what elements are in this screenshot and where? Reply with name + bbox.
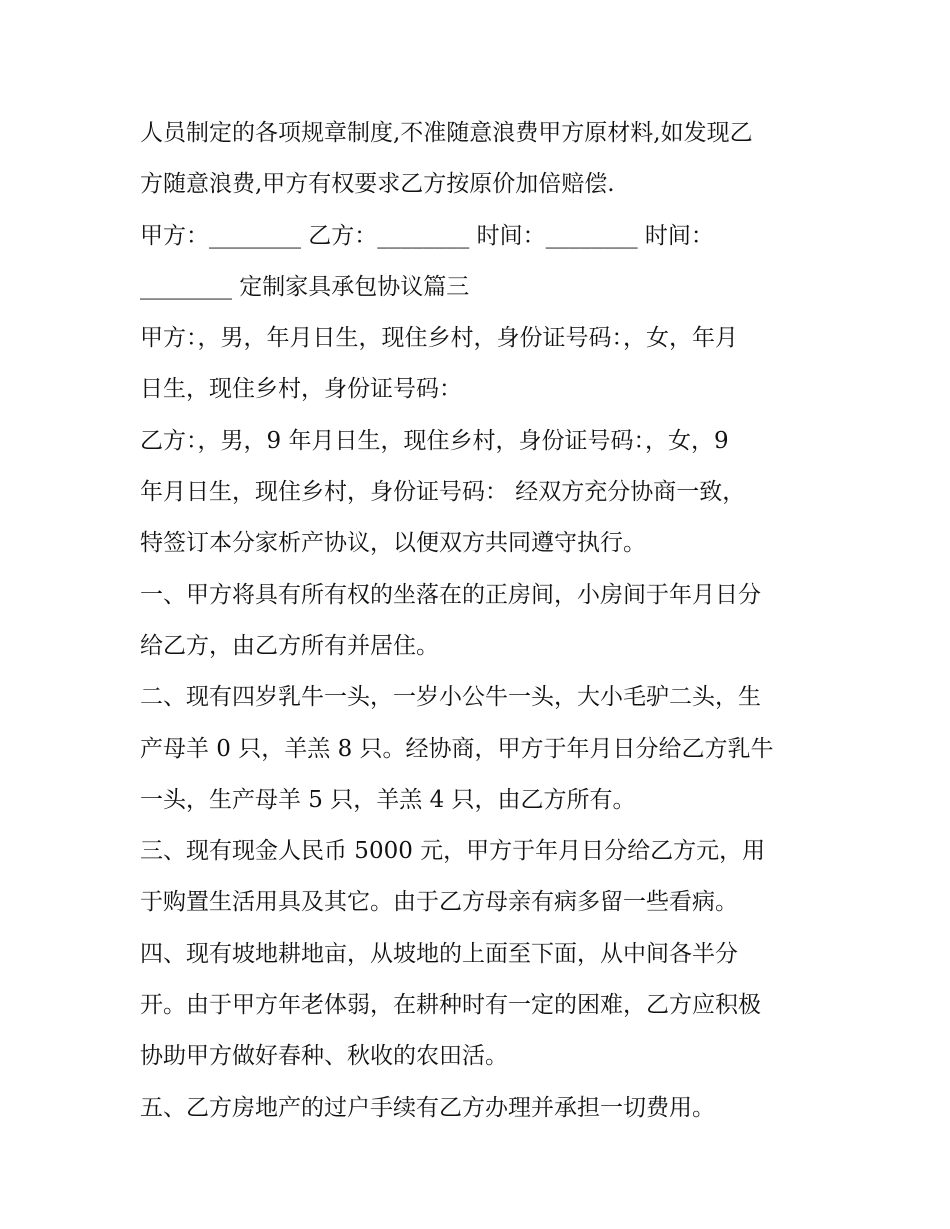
text-line-1: 人员制定的各项规章制度,不准随意浪费甲方原材料,如发现乙 xyxy=(140,120,753,146)
clause-2-line-3: 一头，生产母羊 5 只，羊羔 4 只，由乙方所有。 xyxy=(140,786,636,813)
clause-4-line-2: 开。由于甲方年老体弱，在耕种时有一定的困难，乙方应积极 xyxy=(140,992,761,1019)
clause-3-line-2: 于购置生活用具及其它。由于乙方母亲有病多留一些看病。 xyxy=(140,889,738,916)
signature-line-2-and-title: ________ 定制家具承包协议篇三 xyxy=(140,273,470,300)
clause-5-line-1: 五、乙方房地产的过户手续有乙方办理并承担一切费用。 xyxy=(140,1094,715,1121)
text-line-9: 特签订本分家析产协议，以便双方共同遵守执行。 xyxy=(140,530,646,557)
document-body xyxy=(140,108,830,1134)
clause-4-line-1: 四、现有坡地耕地亩，从坡地的上面至下面，从中间各半分 xyxy=(140,940,738,967)
clause-1-line-2: 给乙方，由乙方所有并居住。 xyxy=(140,632,439,659)
clause-2-line-2: 产母羊 0 只，羊羔 8 只。经协商，甲方于年月日分给乙方乳牛 xyxy=(140,735,774,762)
clause-4-line-3: 协助甲方做好春种、秋收的农田活。 xyxy=(140,1043,508,1070)
text-line-8: 年月日生，现住乡村，身份证号码： 经双方充分协商一致， xyxy=(140,479,746,506)
signature-line-1: 甲方：________ 乙方：________ 时间：________ 时间： xyxy=(140,222,714,249)
text-line-5: 甲方：，男，年月日生，现住乡村，身份证号码：，女，年月 xyxy=(140,325,738,352)
text-line-6: 日生，现住乡村，身份证号码： xyxy=(140,376,462,403)
text-line-2: 方随意浪费,甲方有权要求乙方按原价加倍赔偿. xyxy=(140,171,615,198)
text-line-7: 乙方：，男，9 年月日生，现住乡村，身份证号码：，女，9 xyxy=(140,427,729,454)
clause-3-line-1: 三、现有现金人民币 5000 元，甲方于年月日分给乙方元，用 xyxy=(140,838,766,865)
clause-1-line-1: 一、甲方将具有所有权的坐落在的正房间，小房间于年月日分 xyxy=(140,581,761,608)
clause-2-line-1: 二、现有四岁乳牛一头，一岁小公牛一头，大小毛驴二头，生 xyxy=(140,684,761,711)
